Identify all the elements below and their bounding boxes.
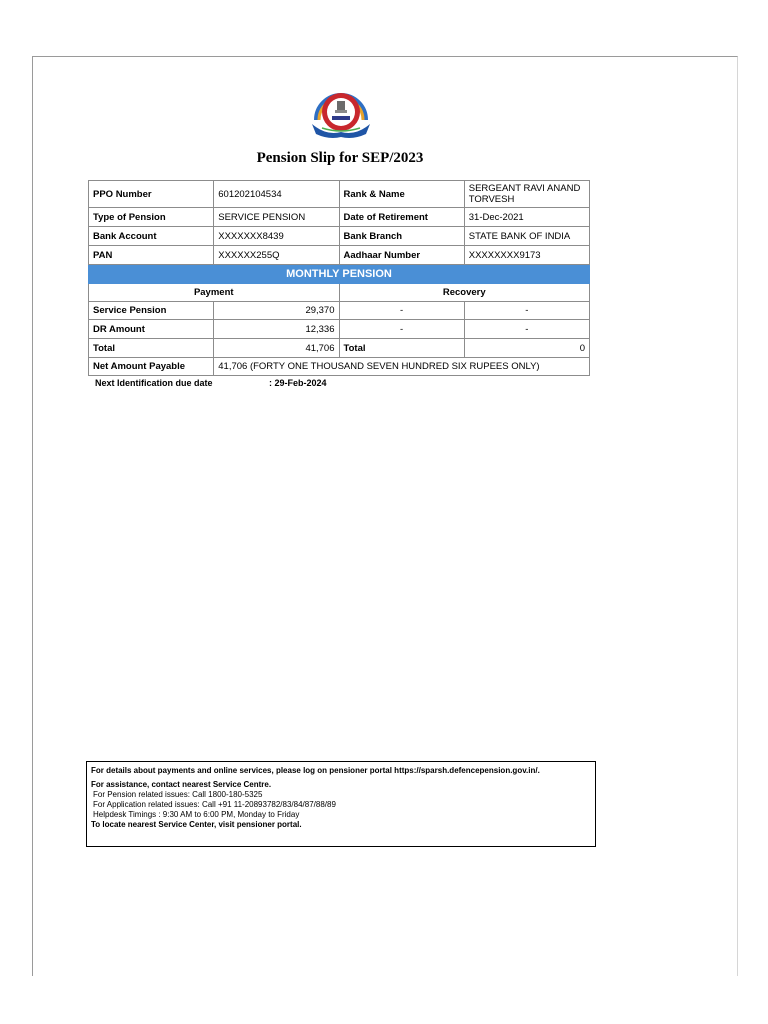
payment-row [89, 302, 590, 320]
payment-row [89, 320, 590, 339]
details-row [89, 181, 590, 208]
emblem-logo [308, 84, 374, 140]
payment-label: Service Pension [89, 302, 214, 320]
pension-slip-table [88, 180, 590, 376]
payment-heading: Payment [89, 284, 340, 302]
net-amount-label: Net Amount Payable [89, 358, 214, 376]
pension-issues-info: For Pension related issues: Call 1800-180-5325 [93, 790, 263, 799]
detail-label: Bank Branch [339, 227, 464, 246]
detail-value: XXXXXXXX9173 [464, 246, 589, 265]
total-amount: 41,706 [214, 339, 339, 358]
detail-value: SERGEANT RAVI ANAND TORVESH [464, 181, 589, 208]
locate-centre-info: To locate nearest Service Center, visit pensioner portal. [91, 820, 302, 829]
payment-recovery-header [89, 284, 590, 302]
portal-info: For details about payments and online services, please log on pensioner portal https://sparsh.defencepension.gov.in/. [91, 766, 540, 775]
recovery-label: - [339, 302, 464, 320]
info-box [86, 761, 596, 847]
detail-label: Aadhaar Number [339, 246, 464, 265]
detail-value: XXXXXXX8439 [214, 227, 339, 246]
payment-amount: 29,370 [214, 302, 339, 320]
monthly-pension-heading: MONTHLY PENSION [89, 265, 590, 284]
detail-label: Rank & Name [339, 181, 464, 208]
detail-label: Date of Retirement [339, 208, 464, 227]
recovery-label: - [339, 320, 464, 339]
details-row [89, 208, 590, 227]
helpdesk-timings: Helpdesk Timings : 9:30 AM to 6:00 PM, Monday to Friday [93, 810, 300, 819]
payment-amount: 12,336 [214, 320, 339, 339]
recovery-total-amount: 0 [464, 339, 589, 358]
detail-value: XXXXXX255Q [214, 246, 339, 265]
total-label: Total [89, 339, 214, 358]
payment-label: DR Amount [89, 320, 214, 339]
details-row [89, 246, 590, 265]
total-row [89, 339, 590, 358]
recovery-amount: - [464, 302, 589, 320]
details-row [89, 227, 590, 246]
detail-label: Type of Pension [89, 208, 214, 227]
next-identification [95, 378, 327, 388]
next-identification-date: : 29-Feb-2024 [269, 378, 327, 388]
recovery-total-label: Total [339, 339, 464, 358]
page-title: Pension Slip for SEP/2023 [256, 150, 424, 166]
detail-label: Bank Account [89, 227, 214, 246]
net-amount-value: 41,706 (FORTY ONE THOUSAND SEVEN HUNDRED SIX RUPEES ONLY) [214, 358, 590, 376]
recovery-heading: Recovery [339, 284, 590, 302]
net-amount-row [89, 358, 590, 376]
detail-value: STATE BANK OF INDIA [464, 227, 589, 246]
detail-value: 31-Dec-2021 [464, 208, 589, 227]
detail-label: PAN [89, 246, 214, 265]
assistance-info: For assistance, contact nearest Service Centre. [91, 780, 272, 789]
detail-label: PPO Number [89, 181, 214, 208]
application-issues-info: For Application related issues: Call +91 11-20893782/83/84/87/88/89 [93, 800, 336, 809]
detail-value: SERVICE PENSION [214, 208, 339, 227]
detail-value: 601202104534 [214, 181, 339, 208]
recovery-amount: - [464, 320, 589, 339]
monthly-pension-header [89, 265, 590, 284]
next-identification-label: Next Identification due date [95, 378, 213, 388]
